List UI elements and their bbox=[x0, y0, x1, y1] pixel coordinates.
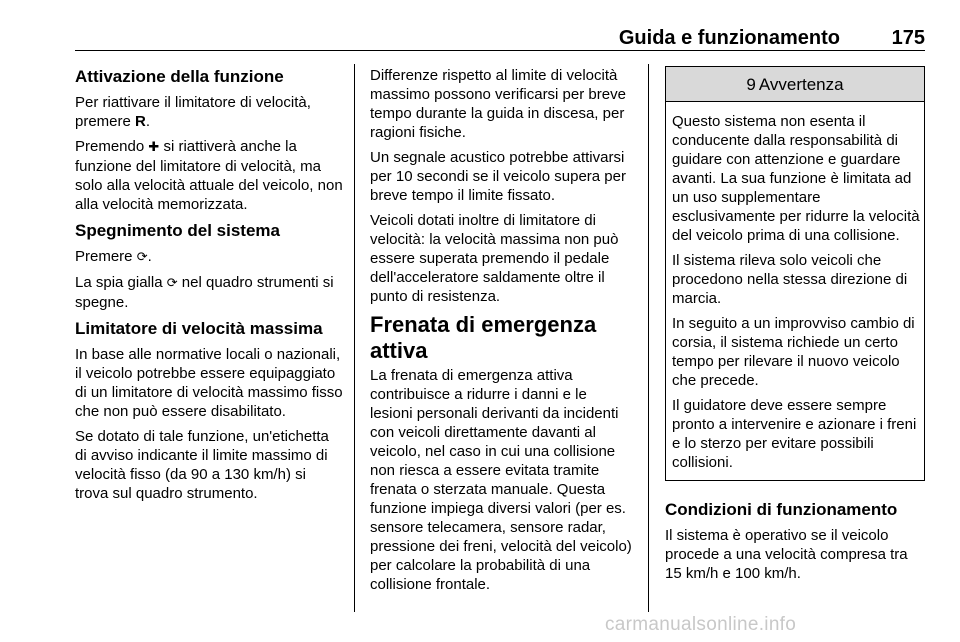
column-3 bbox=[665, 66, 925, 589]
warning-box bbox=[665, 66, 925, 481]
page-number: 175 bbox=[891, 27, 925, 49]
paragraph: Se dotato di tale funzione, un'etichetta di avviso indicante il limite massimo di velocità fisso (da 90 a 130 km/h) si trova sul quadro strumento. bbox=[75, 428, 329, 502]
warning-header bbox=[666, 67, 924, 102]
watermark: carmanualsonline.info bbox=[605, 614, 797, 635]
paragraph: Veicoli dotati inoltre di limitatore di velocità: la velocità massima non può essere superata premendo il pedale dell'acceleratore saldamente oltre il punto di resistenza. bbox=[370, 212, 619, 305]
heading-condizioni: Condizioni di funzionamento bbox=[665, 500, 898, 519]
heading-spegnimento: Spegnimento del sistema bbox=[75, 221, 280, 240]
paragraph: La frenata di emergenza attiva contribuisce a ridurre i danni e le lesioni personali derivanti da incidenti con veicoli direttamente davanti al veicolo, nel caso in cui una collisione non riesca a essere evitata tramite frenata o sterzata manuale. Questa funzione impiega diversi valori (per es. sensore telecamera, sensore radar, pressione dei freni, velocità del veicolo) per calcolare la probabilità di una collisione frontale. bbox=[370, 367, 632, 593]
warning-title: Avvertenza bbox=[758, 74, 844, 94]
key-r: R bbox=[135, 113, 146, 130]
heading-frenata: Frenata di emergenza attiva bbox=[370, 312, 597, 363]
paragraph: Questo sistema non esenta il conducente dalla responsabilità di guidare con attenzione e guardare avanti. La sua funzione è limitata ad un uso supplementare esclusivamente per ridurre la velocità del veicolo prima di una collisione. bbox=[672, 113, 920, 244]
paragraph: Il sistema rileva solo veicoli che procedono nella stessa direzione di marcia. bbox=[672, 252, 908, 307]
paragraph: In base alle normative locali o nazionali, il veicolo potrebbe essere equipaggiato di un limitatore di velocità massimo fisso che non può essere disabilitato. bbox=[75, 346, 343, 420]
paragraph: Il sistema è operativo se il veicolo procede a una velocità compresa tra 15 km/h e 100 km/h. bbox=[665, 527, 908, 582]
page-header bbox=[75, 24, 925, 50]
paragraph: La spia gialla ⟳ nel quadro strumenti si spegne. bbox=[75, 274, 334, 311]
paragraph: In seguito a un improvviso cambio di corsia, il sistema richiede un certo tempo per rilevare il nuovo veicolo che precede. bbox=[672, 315, 915, 389]
paragraph: Premere ⟳. bbox=[75, 248, 152, 265]
column-divider-2 bbox=[648, 64, 649, 612]
speed-limiter-icon: ⟳ bbox=[136, 250, 148, 265]
heading-attivazione: Attivazione della funzione bbox=[75, 67, 284, 86]
header-rule bbox=[75, 50, 925, 51]
column-1 bbox=[75, 66, 343, 509]
warning-body bbox=[666, 102, 924, 480]
speed-limiter-icon: ⟳ bbox=[166, 276, 178, 291]
header-title: Guida e funzionamento bbox=[618, 27, 840, 49]
paragraph: Premendo ✚ si riattiverà anche la funzione del limitatore di velocità, ma solo alla velocità attuale del veicolo, non alla velocità memorizzata. bbox=[75, 138, 343, 213]
paragraph: Un segnale acustico potrebbe attivarsi per 10 secondi se il veicolo supera per breve tempo il limite fissato. bbox=[370, 149, 626, 204]
paragraph: Il guidatore deve essere sempre pronto a intervenire e azionare i freni e lo sterzo per evitare possibili collisioni. bbox=[672, 397, 917, 471]
paragraph: Differenze rispetto al limite di velocità massimo possono verificarsi per breve tempo durante la guida in discesa, per ragioni fisiche. bbox=[370, 67, 626, 141]
heading-limitatore: Limitatore di velocità massima bbox=[75, 319, 323, 338]
column-2 bbox=[370, 66, 632, 600]
warning-icon: 9 bbox=[746, 74, 756, 94]
plus-icon: ✚ bbox=[148, 140, 160, 155]
column-divider-1 bbox=[354, 64, 355, 612]
paragraph: Per riattivare il limitatore di velocità, premere R. bbox=[75, 94, 311, 130]
